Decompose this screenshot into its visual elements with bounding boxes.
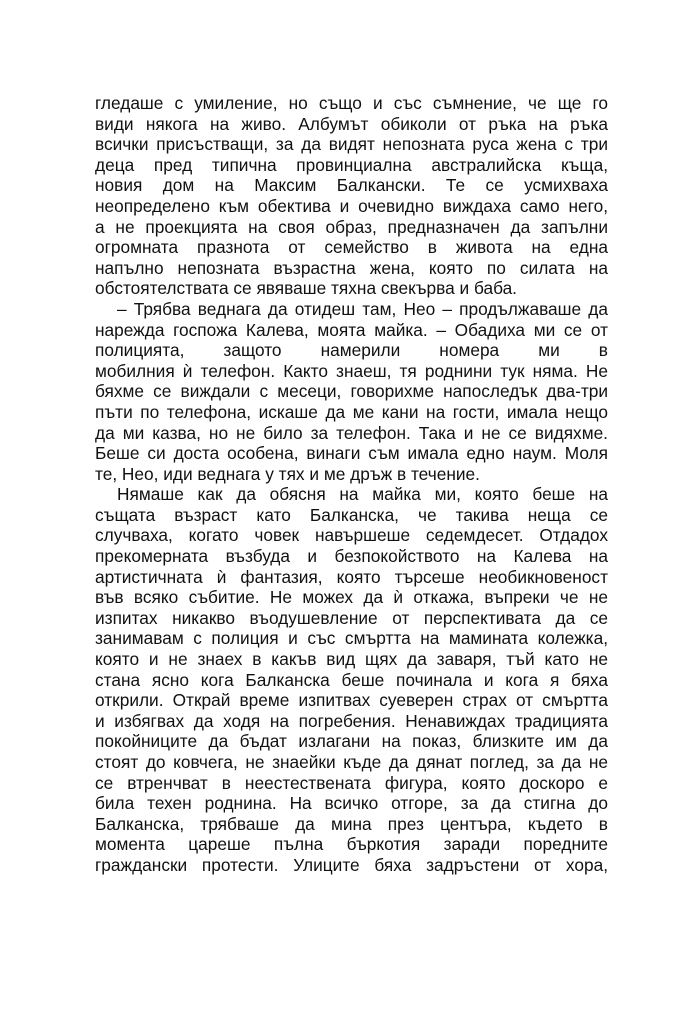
text-line: се втренчват в неестествената фигура, която доскоро е	[95, 772, 608, 793]
text-line: да ми казва, но не било за телефон. Така и не се видяхме.	[95, 422, 608, 443]
text-line: стоят до ковчега, не знаейки къде да дянат поглед, за да не	[95, 752, 608, 772]
paragraph-2	[95, 299, 608, 484]
body-text	[95, 93, 608, 876]
paragraph-3	[95, 484, 608, 875]
text-line: – Трябва веднага да отидеш там, Нео – продължаваше да	[117, 298, 608, 319]
text-line: артистичната ѝ фантазия, която търсеше необикновеност	[95, 566, 608, 587]
text-line: огромната празнота от семейство в живота на една	[95, 237, 608, 258]
text-line: открили. Открай време изпитвах суеверен страх от смъртта	[95, 690, 608, 711]
text-line: те, Нео, иди веднага у тях и ме дръж в течение.	[95, 463, 480, 484]
text-line: същата възраст като Балканска, че такива неща се	[95, 504, 608, 525]
text-line: новия дом на Максим Балкански. Те се усмихваха	[95, 175, 608, 196]
text-line: изпитах никакво въодушевление от перспективата да се	[95, 607, 608, 628]
text-line: пъти по телефона, искаше да ме кани на гости, имала нещо	[95, 401, 608, 422]
text-line: която и не знаех в какъв вид щях да заваря, тъй като не	[95, 649, 608, 670]
text-line: стана ясно кога Балканска беше починала и кога я бяха	[95, 669, 608, 690]
text-line: във всяко събитие. Не можех да ѝ откажа, въпреки че не	[95, 587, 608, 608]
text-line: неопределено към обектива и очевидно виждаха само него,	[95, 195, 608, 216]
text-line: мобилния ѝ телефон. Както знаеш, тя роднини тук няма. Не	[95, 360, 608, 381]
text-line: нарежда госпожа Калева, моята майка. – Обадиха ми се от	[95, 319, 608, 340]
paragraph-1	[95, 93, 608, 299]
text-line: случваха, когато човек навършеше седемдесет. Отдадох	[95, 525, 608, 546]
text-line: занимавам с полиция и със смъртта на мамината колежка,	[95, 628, 608, 649]
text-line: гледаше с умиление, но също и със съмнение, че ще го	[95, 93, 608, 113]
text-line: полицията, защото намерили номера ми в	[95, 340, 608, 361]
text-line: и избягвах да ходя на погребения. Ненавиждах традицията	[95, 710, 608, 731]
text-line: бяхме се виждали с месеци, говорихме напоследък два-три	[95, 381, 608, 402]
text-line: а не проекцията на своя образ, предназначен да запълни	[95, 216, 608, 237]
text-line: граждански протести. Улиците бяха задръстени от хора,	[95, 854, 608, 875]
text-line: напълно непозната възрастна жена, която по силата на	[95, 257, 608, 278]
text-line: всички присъстващи, за да видят непозната руса жена с три	[95, 134, 608, 155]
text-line: била техен роднина. На всичко отгоре, за да стигна до	[95, 793, 608, 814]
text-line: Балканска, трябваше да мина през центъра, където в	[95, 813, 608, 834]
text-line: обстоятелствата се явяваше тяхна свекърва и баба.	[95, 278, 517, 299]
text-line: покойниците да бъдат излагани на показ, близките им да	[95, 731, 608, 752]
text-line: Нямаше как да обясня на майка ми, която беше на	[117, 484, 608, 505]
text-line: деца пред типична провинциална австралийска къща,	[95, 154, 608, 175]
text-line: Беше си доста особена, винаги съм имала едно наум. Моля	[95, 443, 608, 464]
text-line: момента цареше пълна бъркотия заради поредните	[95, 834, 608, 855]
text-line: прекомерната възбуда и безпокойството на Калева на	[95, 546, 608, 567]
text-line: види някога на живо. Албумът обиколи от ръка на ръка	[95, 113, 608, 134]
